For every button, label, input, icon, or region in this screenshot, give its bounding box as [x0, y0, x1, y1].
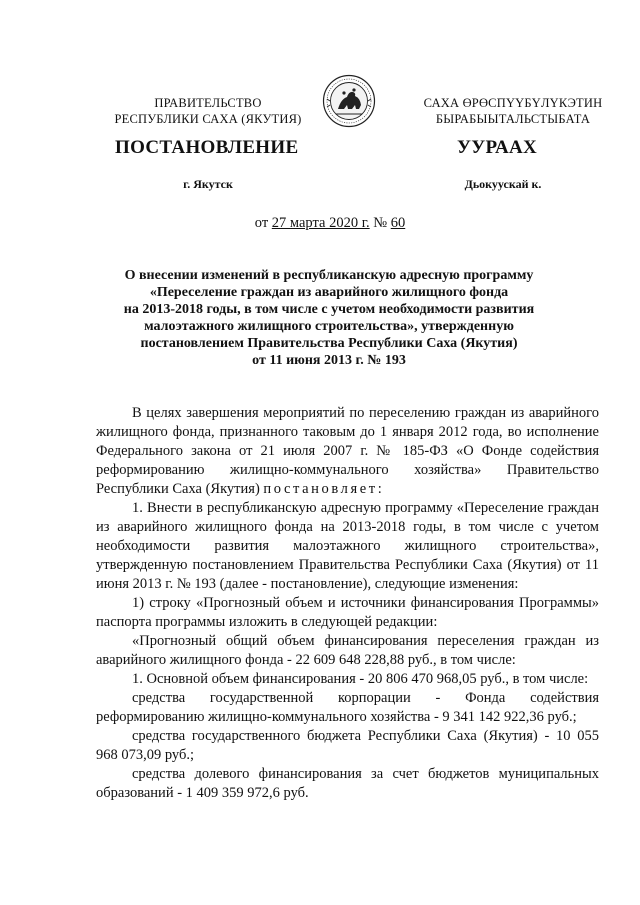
title-line: от 11 июня 2013 г. № 193 [252, 353, 406, 368]
city-sah: Дьокуускай к. [464, 177, 542, 191]
date-line [200, 215, 460, 232]
paragraph: 1. Основной объем финансирования - 20 806 470 968,05 руб., в том числе: [132, 671, 589, 687]
doc-type-ru: ПОСТАНОВЛЕНИЕ [115, 137, 299, 158]
paragraph: средства долевого финансирования за счет бюджетов муниципальных образований - 1 409 359 972,6 руб. [96, 766, 599, 801]
paragraph [96, 404, 599, 499]
paragraph: средства государственной корпорации - Фонда содействия реформированию жилищно-коммунального хозяйства - 9 341 142 922,36 руб.; [96, 690, 599, 725]
doc-type-sah: УУРААХ [456, 137, 538, 158]
header-left [88, 95, 328, 127]
title-line: О внесении изменений в республиканскую адресную программу [124, 268, 534, 283]
title-line: на 2013-2018 годы, в том числе с учетом необходимости развития [123, 302, 535, 317]
paragraph-text: В целях завершения мероприятий по переселению граждан из аварийного жилищного фонда, признанного таковым до 1 января 2012 года, во исполнение Федерального закона от 21 июля 2007 г. № 185-ФЗ «О Фонде содействия реформированию жилищно-коммунального хозяйства» Правительство Республики Саха (Якутия) [96, 405, 599, 497]
header-right-line2: БЫРАБЫЫТАЛЬСТЫБАТА [435, 112, 591, 126]
resolves-word: постановляет: [263, 481, 385, 497]
paragraph: средства государственного бюджета Республики Саха (Якутия) - 10 055 968 073,09 руб.; [96, 728, 599, 763]
city-ru: г. Якутск [183, 177, 233, 191]
title-line: «Переселение граждан из аварийного жилищного фонда [149, 285, 509, 300]
doc-number: 60 [390, 215, 406, 231]
date-value: 27 марта 2020 г. [271, 215, 370, 231]
title-line: малоэтажного жилищного строительства», утвержденную [144, 319, 514, 334]
coat-of-arms-yakutia-icon [322, 74, 376, 128]
header-left-line2: РЕСПУБЛИКИ САХА (ЯКУТИЯ) [114, 112, 302, 126]
header-left-line1: ПРАВИТЕЛЬСТВО [154, 96, 262, 110]
header-right [393, 95, 633, 127]
paragraph: 1) строку «Прогнозный объем и источники финансирования Программы» паспорта программы изложить в следующей редакции: [96, 595, 599, 630]
paragraph: «Прогнозный общий объем финансирования переселения граждан из аварийного жилищного фонда - 22 609 648 228,88 руб., в том числе: [96, 633, 599, 668]
document-body [96, 404, 599, 803]
date-prefix: от [254, 215, 272, 231]
paragraph: 1. Внести в республиканскую адресную программу «Переселение граждан из аварийного жилищного фонда на 2013-2018 годы, в том числе с учетом необходимости развития малоэтажного жилищного строительства», утвержденную постановлением Правительства Республики Саха (Якутия) от 11 июня 2013 г. № 193 (далее - постановление), следующие изменения: [96, 500, 599, 592]
header-right-line1: САХА ӨРӨСПҮҮБҮЛҮКЭТИН [423, 96, 603, 110]
number-sign: № [369, 215, 391, 231]
document-title [96, 267, 562, 369]
title-line: постановлением Правительства Республики Саха (Якутия) [140, 336, 518, 351]
